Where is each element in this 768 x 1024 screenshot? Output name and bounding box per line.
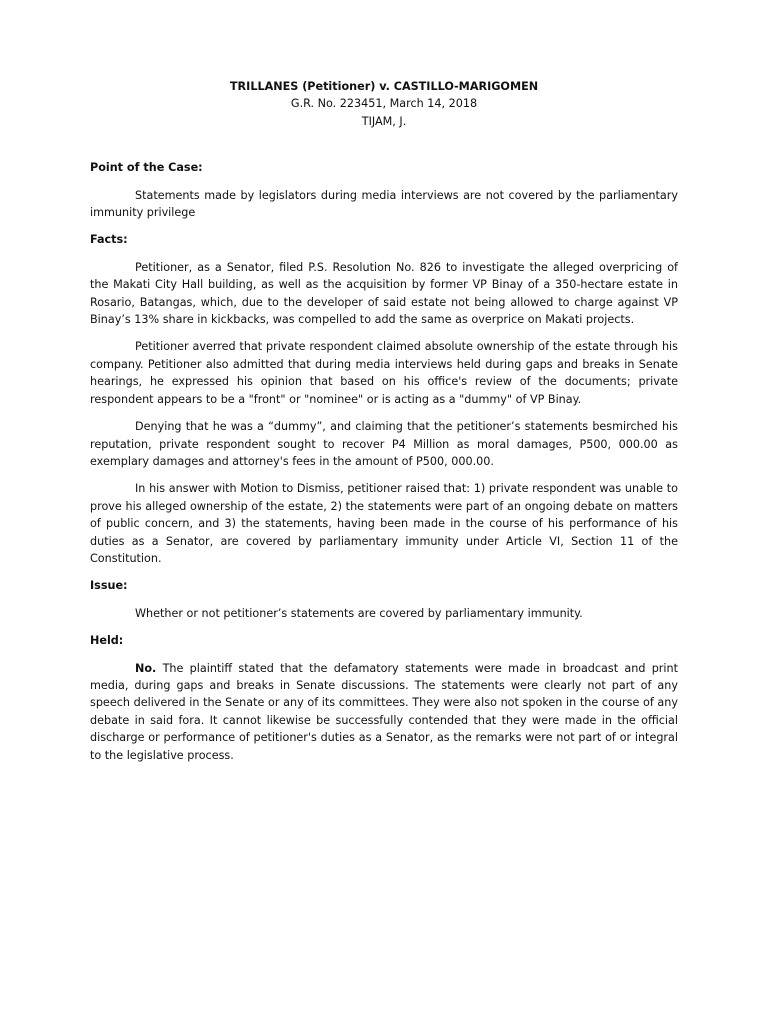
held-text: The plaintiff stated that the defamatory statements were made in broadcast and print media, during gaps and breaks in Senate discussions. The statements were clearly not part of any speech delivered in the Senate or any of its committees. They were also not spoken in the course of any debate in said fora. It cannot likewise be successfully contended that they were made in the official discharge or performance of petitioner's duties as a Senator, as the remarks were not part of or integral to the legislative process.: [90, 661, 678, 762]
point-of-case-heading: Point of the Case:: [90, 161, 203, 175]
held-heading: Held:: [90, 634, 124, 648]
issue-text: Whether or not petitioner’s statements are covered by parliamentary immunity.: [135, 606, 583, 620]
case-title: TRILLANES (Petitioner) v. CASTILLO-MARIGOMEN: [229, 80, 539, 93]
case-ponente: TIJAM, J.: [361, 114, 407, 128]
document-body: [90, 78, 678, 774]
facts-paragraph: Denying that he was a “dummy”, and claiming that the petitioner’s statements besmirched his reputation, private respondent sought to recover P4 Million as moral damages, P500, 000.00 as exemplary damages and attorney's fees in the amount of P500, 000.00.: [90, 420, 678, 468]
case-citation: G.R. No. 223451, March 14, 2018: [290, 97, 478, 111]
facts-paragraph: Petitioner averred that private respondent claimed absolute ownership of the estate through his company. Petitioner also admitted that during media interviews held during gaps and breaks in Senate hearings, he expressed his opinion that based on his office's review of the documents; private respondent appears to be a "front" or "nominee" or is acting as a "dummy" of VP Binay.: [90, 340, 678, 406]
facts-paragraph: In his answer with Motion to Dismiss, petitioner raised that: 1) private respondent was unable to prove his alleged ownership of the estate, 2) the statements were part of an ongoing debate on matters of public concern, and 3) the statements, having been made in the course of his performance of his duties as a Senator, are covered by parliamentary immunity under Article VI, Section 11 of the Constitution.: [90, 482, 678, 565]
point-of-case-text: Statements made by legislators during media interviews are not covered by the parliamentary immunity privilege: [90, 188, 678, 220]
facts-heading: Facts:: [90, 233, 128, 247]
case-header: [90, 78, 678, 130]
issue-heading: Issue:: [90, 579, 128, 593]
held-paragraph: [90, 660, 678, 764]
held-answer: No.: [135, 661, 157, 675]
facts-paragraph: Petitioner, as a Senator, filed P.S. Resolution No. 826 to investigate the alleged overpricing of the Makati City Hall building, as well as the acquisition by former VP Binay of a 350-hectare estate in Rosario, Batangas, which, due to the developer of said estate not being allowed to charge against VP Binay’s 13% share in kickbacks, was compelled to add the same as overprice on Makati projects.: [90, 260, 678, 327]
